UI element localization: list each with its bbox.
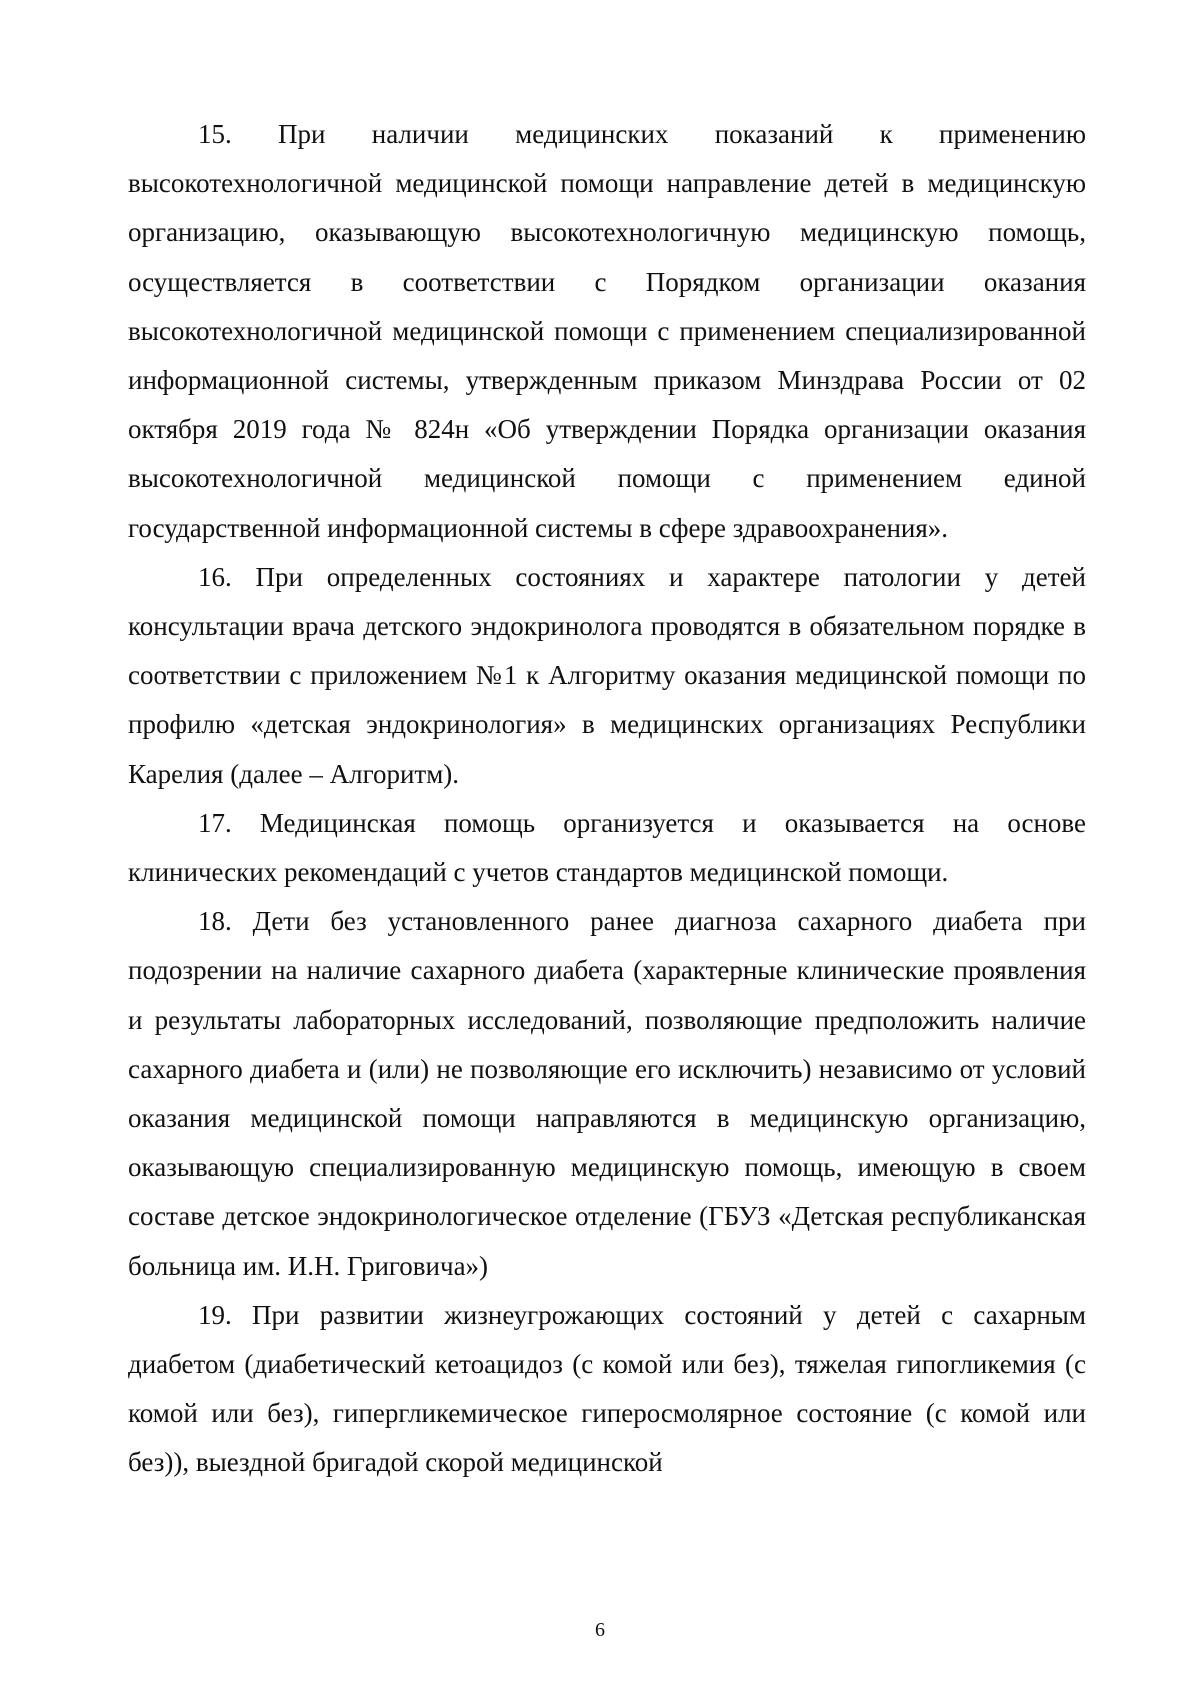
paragraph-18: 18. Дети без установленного ранее диагноза сахарного диабета при подозрении на наличие сахарного диабета (характерные клинические проявления и результаты лабораторных исследований, позволяющие предположить наличие сахарного диабета и (или) не позволяющие его исключить) независимо от условий оказания медицинской помощи направляются в медицинскую организацию, оказывающую специализированную медицинскую помощь, имеющую в своем составе детское эндокринологическое отделение (ГБУЗ «Детская республиканская больница им. И.Н. Григовича») xyxy=(128,906,1086,1281)
document-body xyxy=(128,110,1086,1488)
paragraph-19: 19. При развитии жизнеугрожающих состояний у детей с сахарным диабетом (диабетический кетоацидоз (с комой или без), тяжелая гипогликемия (с комой или без), гипергликемическое гиперосмолярное состояние (с комой или без)), выездной бригадой скорой медицинской xyxy=(128,1299,1086,1478)
paragraph-16: 16. При определенных состояниях и характере патологии у детей консультации врача детского эндокринолога проводятся в обязательном порядке в соответствии с приложением №1 к Алгоритму оказания медицинской помощи по профилю «детская эндокринология» в медицинских организациях Республики Карелия (далее – Алгоритм). xyxy=(128,561,1086,789)
paragraph-15: 15. При наличии медицинских показаний к применению высокотехнологичной медицинской помощи направление детей в медицинскую организацию, оказывающую высокотехнологичную медицинскую помощь, осуществляется в соответствии с Порядком организации оказания высокотехнологичной медицинской помощи с применением специализированной информационной системы, утвержденным приказом Минздрава России от 02 октября 2019 года № 824н «Об утверждении Порядка организации оказания высокотехнологичной медицинской помощи с применением единой государственной информационной системы в сфере здравоохранения». xyxy=(128,119,1086,543)
paragraph-17: 17. Медицинская помощь организуется и оказывается на основе клинических рекомендаций с учетов стандартов медицинской помощи. xyxy=(128,807,1086,888)
page-number: 6 xyxy=(595,1619,605,1641)
